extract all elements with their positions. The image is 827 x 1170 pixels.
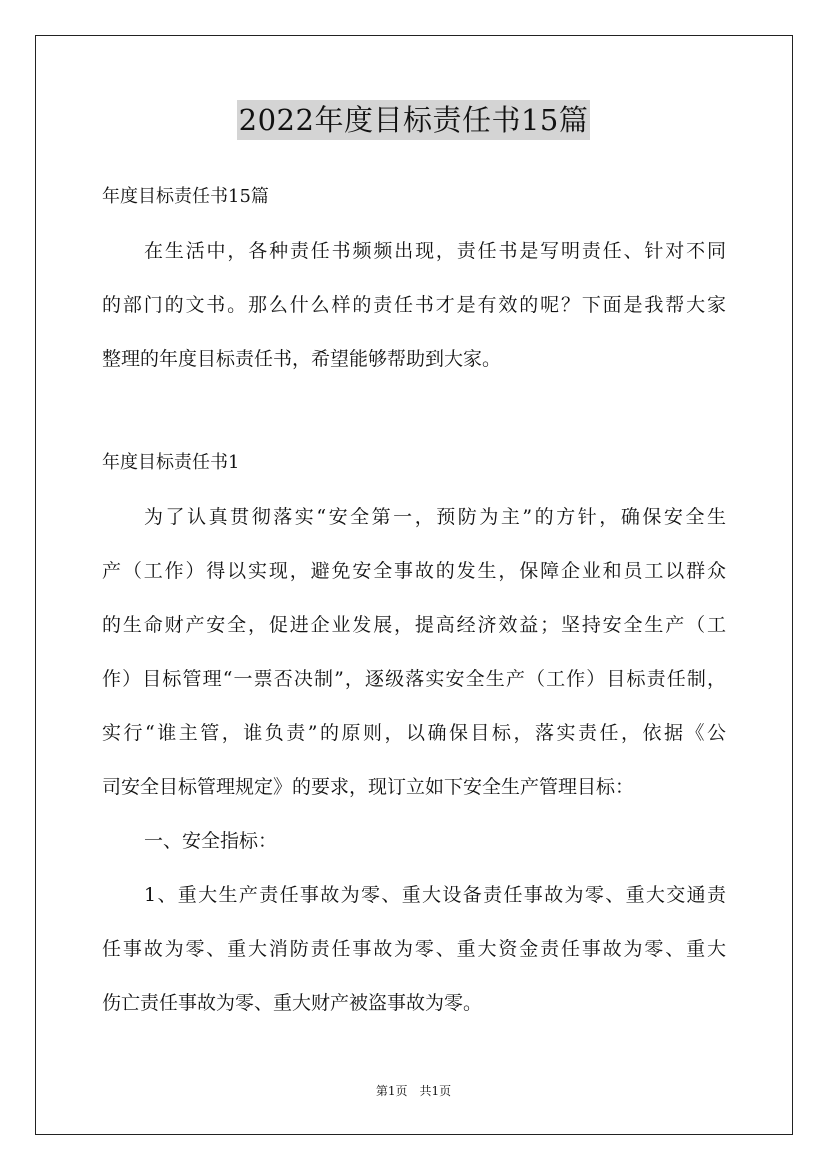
subtitle: 年度目标责任书15篇 — [102, 186, 269, 207]
intro-line-2: 的部门的文书。那么什么样的责任书才是有效的呢？下面是我帮大家 — [102, 294, 726, 316]
document-body — [102, 170, 726, 1030]
item-line-1: 1、重大生产责任事故为零、重大设备责任事故为零、重大交通责 — [144, 884, 726, 906]
section-line-5: 实行“谁主管，谁负责”的原则，以确保目标，落实责任，依据《公 — [102, 722, 726, 744]
section-line-3: 的生命财产安全，促进企业发展，提高经济效益；坚持安全生产（工 — [102, 614, 726, 636]
section-line-6: 司安全目标管理规定》的要求，现订立如下安全生产管理目标： — [102, 776, 635, 798]
title-container — [0, 100, 827, 140]
intro-line-3: 整理的年度目标责任书，希望能够帮助到大家。 — [102, 348, 502, 370]
item-line-2: 任事故为零、重大消防责任事故为零、重大资金责任事故为零、重大 — [102, 938, 726, 960]
section-line-4: 作）目标管理“一票否决制”，逐级落实安全生产（工作）目标责任制， — [102, 668, 726, 690]
page-number-total: 共1页 — [419, 1084, 452, 1098]
document-title: 2022年度目标责任书15篇 — [237, 100, 591, 140]
section-line-2: 产（工作）得以实现，避免安全事故的发生，保障企业和员工以群众 — [102, 560, 726, 582]
section-heading: 年度目标责任书1 — [102, 452, 240, 473]
item-heading: 一、安全指标： — [144, 830, 278, 852]
intro-line-1: 在生活中，各种责任书频频出现，责任书是写明责任、针对不同 — [144, 240, 726, 262]
paragraph-gap — [102, 386, 726, 436]
page-number-current: 第1页 — [375, 1084, 408, 1098]
item-line-3: 伤亡责任事故为零、重大财产被盗事故为零。 — [102, 992, 483, 1014]
section-line-1: 为了认真贯彻落实“安全第一，预防为主”的方针，确保安全生 — [144, 506, 726, 528]
page-footer — [0, 1083, 827, 1099]
